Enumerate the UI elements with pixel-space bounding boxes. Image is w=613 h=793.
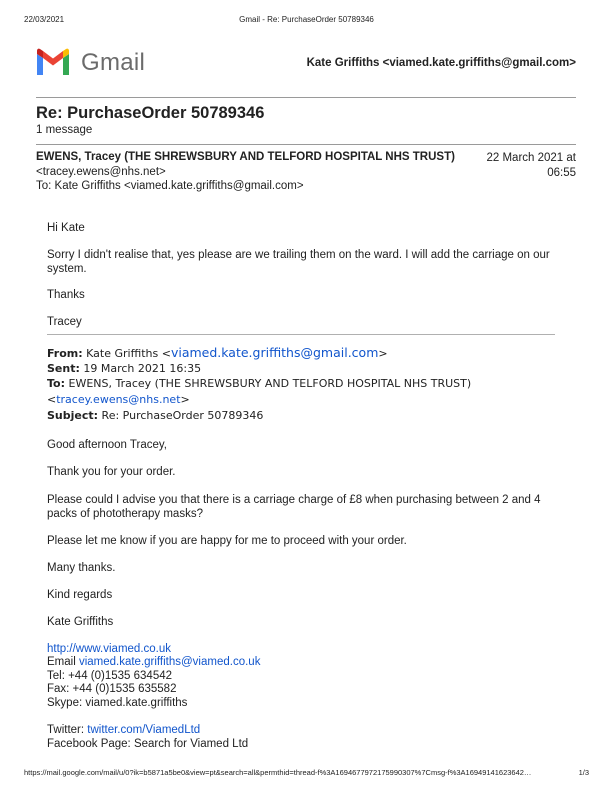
quoted-sent — [47, 362, 567, 376]
account-label: Kate Griffiths <viamed.kate.griffiths@gmail.com> — [306, 57, 576, 69]
quoted-sent-label: Sent: — [47, 362, 80, 375]
quoted-from-email-link[interactable]: viamed.kate.griffiths@gmail.com — [170, 345, 379, 360]
signature-facebook: Facebook Page: Search for Viamed Ltd — [47, 738, 249, 750]
gmail-wordmark: Gmail — [81, 49, 146, 76]
print-title: Gmail - Re: PurchaseOrder 50789346 — [239, 15, 374, 24]
quoted-paragraph-2-line2: packs of phototherapy masks? — [47, 508, 203, 520]
signature-website-link[interactable]: http://www.viamed.co.uk — [47, 643, 171, 655]
quoted-to-email-link[interactable]: tracey.ewens@nhs.net — [56, 393, 181, 406]
message-date — [476, 151, 576, 181]
quoted-paragraph-2-line1: Please could I advise you that there is a carriage charge of £8 when purchasing between 2 and 4 — [47, 494, 541, 506]
quoted-from — [47, 346, 567, 361]
signature-email-label: Email — [47, 656, 79, 668]
signature-fax: Fax: +44 (0)1535 635582 — [47, 683, 177, 695]
quoted-to-email — [47, 393, 567, 407]
signature-email-link[interactable]: viamed.kate.griffiths@viamed.co.uk — [78, 656, 261, 668]
quoted-greeting: Good afternoon Tracey, — [47, 439, 167, 451]
quoted-to-email-open: < — [47, 393, 57, 406]
quoted-from-label: From: — [47, 347, 83, 360]
message-count: 1 message — [36, 124, 93, 136]
signature-email — [47, 655, 567, 669]
sender-email: <tracey.ewens@nhs.net> — [36, 166, 166, 178]
print-footer-url: https://mail.google.com/mail/u/0?ik=b5871a5be0&view=pt&search=all&permthid=thread-f%3A1694677972175990307%7Cmsg-f%3A16949141623642… — [24, 768, 532, 777]
quoted-from-close: > — [378, 347, 388, 360]
header-divider — [36, 97, 576, 98]
signature-twitter — [47, 723, 567, 737]
signature-website — [47, 642, 567, 656]
quoted-subject-value: Re: PurchaseOrder 50789346 — [101, 409, 264, 422]
quoted-subject — [47, 409, 567, 423]
quoted-sent-value: 19 March 2021 16:35 — [83, 362, 202, 375]
gmail-logo[interactable] — [35, 48, 71, 81]
message-divider — [36, 144, 576, 145]
quoted-paragraph-1: Thank you for your order. — [47, 466, 176, 478]
quoted-paragraph-5: Kind regards — [47, 589, 113, 601]
gmail-m-icon — [35, 48, 71, 76]
signature-skype: Skype: viamed.kate.griffiths — [47, 697, 188, 709]
quoted-paragraph-3: Please let me know if you are happy for me to proceed with your order. — [47, 535, 407, 547]
quoted-paragraph-6: Kate Griffiths — [47, 616, 114, 628]
signature-twitter-link[interactable]: twitter.com/ViamedLtd — [87, 724, 201, 736]
message-date-line1: 22 March 2021 at — [486, 152, 576, 164]
body-signature: Tracey — [47, 316, 82, 328]
quote-divider — [47, 334, 555, 335]
quoted-to-email-close: > — [180, 393, 190, 406]
body-thanks: Thanks — [47, 289, 85, 301]
sender-name: EWENS, Tracey (THE SHREWSBURY AND TELFORD HOSPITAL NHS TRUST) — [36, 151, 455, 163]
body-paragraph-line2: system. — [47, 263, 87, 275]
message-date-line2: 06:55 — [547, 167, 576, 179]
body-paragraph-line1: Sorry I didn't realise that, yes please are we trailing them on the ward. I will add the carriage on our — [47, 249, 550, 261]
quoted-to — [47, 377, 567, 391]
quoted-to-label: To: — [47, 377, 65, 390]
recipient-line: To: Kate Griffiths <viamed.kate.griffiths@gmail.com> — [36, 180, 304, 192]
quoted-subject-label: Subject: — [47, 409, 99, 422]
quoted-to-value: EWENS, Tracey (THE SHREWSBURY AND TELFORD HOSPITAL NHS TRUST) — [68, 377, 472, 390]
quoted-from-name: Kate Griffiths < — [86, 347, 171, 360]
quoted-paragraph-4: Many thanks. — [47, 562, 116, 574]
body-greeting: Hi Kate — [47, 222, 85, 234]
print-footer-page: 1/3 — [578, 768, 589, 777]
thread-subject: Re: PurchaseOrder 50789346 — [36, 104, 265, 122]
signature-twitter-label: Twitter: — [47, 724, 88, 736]
print-date: 22/03/2021 — [24, 15, 65, 24]
signature-tel: Tel: +44 (0)1535 634542 — [47, 670, 173, 682]
